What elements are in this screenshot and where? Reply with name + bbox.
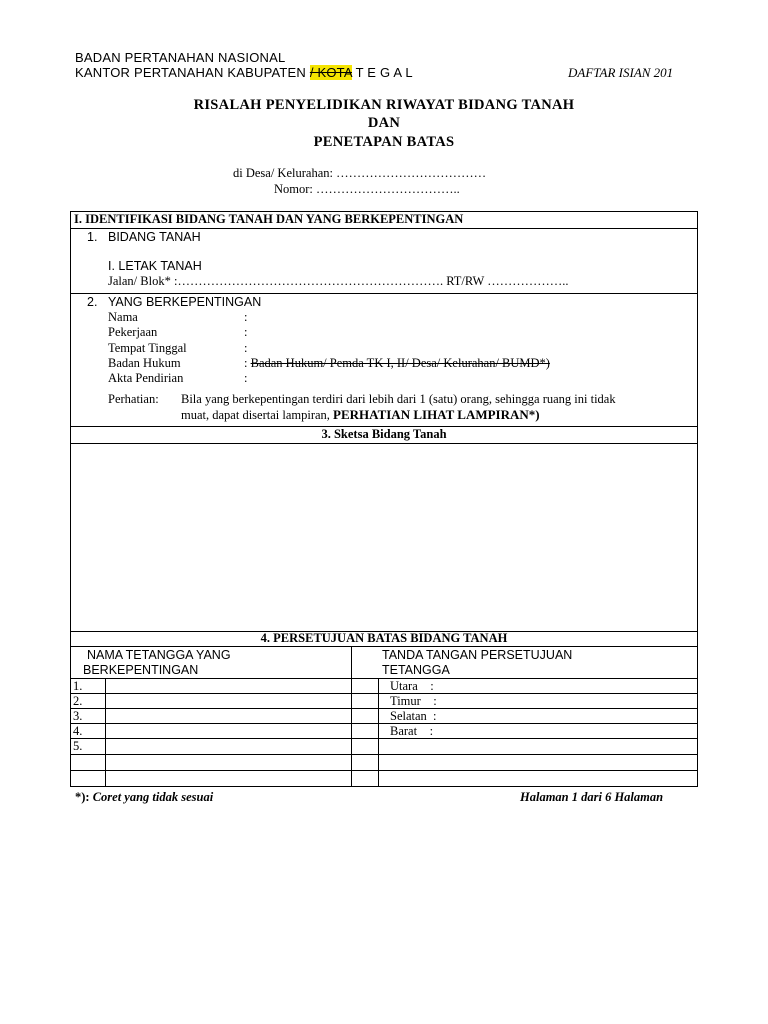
field-label-tempat-tinggal: Tempat Tinggal [108,341,187,355]
perhatian-text-1: Bila yang berkepentingan terdiri dari lebih dari 1 (satu) orang, sehingga ruang ini tidak [181,392,616,406]
desa-label: di Desa/ Kelurahan: ……………………………… [233,166,487,180]
item2-number: 2. [87,295,98,309]
neighbor-name-cell-5[interactable] [106,739,350,754]
item1-number: 1. [87,230,98,244]
col-neighbor-name-2: BERKEPENTINGAN [83,663,199,677]
row-number-5: 5. [73,739,83,753]
footer-note-text: Coret yang tidak sesuai [92,790,214,804]
section1-heading: I. IDENTIFIKASI BIDANG TANAH DAN YANG BERKEPENTINGAN [74,212,464,226]
field-value-badan-hukum[interactable] [244,356,550,371]
badan-hukum-options: Badan Hukum/ Pemda TK I, II/ Desa/ Kelurahan/ BUMD*) [250,356,550,370]
item1-label: BIDANG TANAH [108,230,201,244]
field-value-akta-pendirian[interactable]: : [244,371,248,385]
col-neighbor-name-1: NAMA TETANGGA YANG [87,648,231,662]
footer-note-prefix: *): [75,790,90,804]
col-signature-2: TETANGGA [382,663,450,677]
perhatian-text-2 [181,407,540,423]
agency-name: BADAN PERTANAHAN NASIONAL [75,50,286,65]
col-signature-1: TANDA TANGAN PERSETUJUAN [382,648,573,662]
field-label-nama: Nama [108,310,138,324]
row-number-4: 4. [73,724,83,738]
title-line-2: DAN [367,115,401,131]
section4-heading: 4. PERSETUJUAN BATAS BIDANG TANAH [260,631,508,645]
field-value-pekerjaan[interactable]: : [244,325,248,339]
item2-label: YANG BERKEPENTINGAN [108,295,262,309]
title-line-1: RISALAH PENYELIDIKAN RIWAYAT BIDANG TANAH [193,97,575,113]
neighbor-name-cell-3[interactable] [106,709,350,723]
field-label-pekerjaan: Pekerjaan [108,325,158,339]
neighbor-name-cell-2[interactable] [106,694,350,708]
row-number-2: 2. [73,694,83,708]
office-prefix: KANTOR PERTANAHAN KABUPATEN [75,65,307,80]
badan-hukum-colon: : [244,356,248,370]
perhatian-label: Perhatian: [108,392,159,406]
row-number-3: 3. [73,709,83,723]
letak-tanah-label: I. LETAK TANAH [108,259,202,273]
field-label-badan-hukum: Badan Hukum [108,356,181,370]
nomor-label: Nomor: …………………………….. [274,182,460,196]
field-value-nama[interactable]: : [244,310,248,324]
city-name: T E G A L [355,65,413,80]
title-line-3: PENETAPAN BATAS [313,134,455,150]
row-number-1: 1. [73,679,83,693]
form-code: DAFTAR ISIAN 201 [568,65,674,80]
office-struck: / KOTA [309,65,352,80]
neighbor-name-cell-1[interactable] [106,679,350,693]
footer-note [75,790,213,805]
section3-heading: 3. Sketsa Bidang Tanah [321,427,447,441]
sketch-area[interactable] [71,444,697,631]
direction-barat: Barat : [390,724,434,738]
office-line [75,65,413,80]
perhatian-text-2-plain: muat, dapat disertai lampiran, [181,408,330,422]
direction-timur: Timur : [390,694,437,708]
direction-selatan: Selatan : [390,709,437,723]
jalan-blok-field[interactable]: Jalan/ Blok* :………………………………………………………. RT/RW ……………….. [108,274,569,288]
field-label-akta-pendirian: Akta Pendirian [108,371,184,385]
page-info: Halaman 1 dari 6 Halaman [520,790,664,804]
field-value-tempat-tinggal[interactable]: : [244,341,248,355]
direction-utara: Utara : [390,679,434,693]
perhatian-lampiran: PERHATIAN LIHAT LAMPIRAN*) [333,407,540,422]
neighbor-name-cell-4[interactable] [106,724,350,738]
